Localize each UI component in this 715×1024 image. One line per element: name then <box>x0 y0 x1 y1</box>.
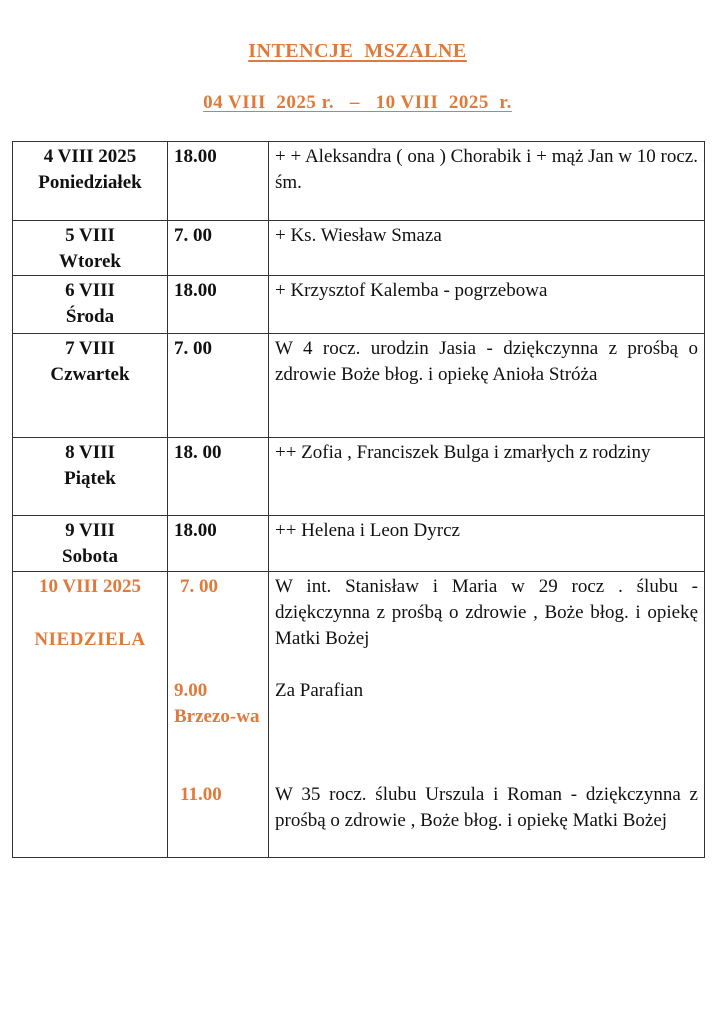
day-weekday: Poniedziałek <box>38 172 142 193</box>
intentions-table <box>12 141 705 858</box>
sunday-intentions-cell <box>269 572 705 858</box>
mass-intention: ++ Zofia , Franciszek Bulga i zmarłych z rodziny <box>269 438 705 516</box>
table-row <box>13 516 705 572</box>
day-cell <box>13 438 168 516</box>
day-date: 8 VIII <box>65 442 115 463</box>
day-cell <box>13 334 168 438</box>
day-date: 9 VIII <box>65 520 115 541</box>
mass-intention: Za Parafian <box>275 680 364 701</box>
day-weekday: Czwartek <box>50 364 130 385</box>
day-date: 7 VIII <box>65 338 115 359</box>
day-weekday: Sobota <box>62 546 118 567</box>
day-cell <box>13 142 168 221</box>
mass-time: 7. 00 <box>180 576 218 597</box>
date-range: 04 VIII 2025 r. – 10 VIII 2025 r. <box>203 92 512 113</box>
day-weekday: Środa <box>65 306 115 327</box>
mass-intention: W int. Stanisław i Maria w 29 rocz . ślubu - dziękczynna z prośbą o zdrowie , Boże błog. i opiekę Matki Bożej <box>275 576 698 649</box>
mass-intention: W 4 rocz. urodzin Jasia - dziękczynna z prośbą o zdrowie Boże błog. i opiekę Anioła Stróża <box>269 334 705 438</box>
table-row <box>13 438 705 516</box>
day-weekday: NIEDZIELA <box>34 629 146 650</box>
mass-time: 18.00 <box>168 516 269 572</box>
mass-time: 7. 00 <box>168 334 269 438</box>
day-cell <box>13 276 168 334</box>
day-date: 6 VIII <box>65 280 115 301</box>
day-date: 10 VIII 2025 <box>38 576 142 597</box>
mass-time: 11.00 <box>180 784 222 805</box>
mass-intention: W 35 rocz. ślubu Urszula i Roman - dziękczynna z prośbą o zdrowie , Boże błog. i opiekę Matki Bożej <box>275 784 698 831</box>
day-weekday: Piątek <box>64 468 116 489</box>
page-title: INTENCJE MSZALNE <box>248 40 467 62</box>
mass-intention: + Ks. Wiesław Smaza <box>269 221 705 276</box>
table-row <box>13 334 705 438</box>
table-row <box>13 276 705 334</box>
mass-time: 18.00 <box>168 276 269 334</box>
sunday-times-cell <box>168 572 269 858</box>
mass-intention: ++ Helena i Leon Dyrcz <box>269 516 705 572</box>
day-cell <box>13 516 168 572</box>
mass-location: Brzezo-wa <box>174 706 260 727</box>
mass-time: 18.00 <box>168 142 269 221</box>
day-weekday: Wtorek <box>59 251 121 272</box>
sunday-day-cell <box>13 572 168 858</box>
mass-intention: + Krzysztof Kalemba - pogrzebowa <box>269 276 705 334</box>
mass-time: 9.00 <box>174 680 208 701</box>
day-date: 4 VIII 2025 <box>43 146 137 167</box>
table-row-sunday <box>13 572 705 858</box>
table-row <box>13 221 705 276</box>
day-date: 5 VIII <box>65 225 115 246</box>
day-cell <box>13 221 168 276</box>
mass-intention: + + Aleksandra ( ona ) Chorabik i + mąż Jan w 10 rocz. śm. <box>269 142 705 221</box>
mass-time: 18. 00 <box>168 438 269 516</box>
table-row <box>13 142 705 221</box>
mass-time: 7. 00 <box>168 221 269 276</box>
